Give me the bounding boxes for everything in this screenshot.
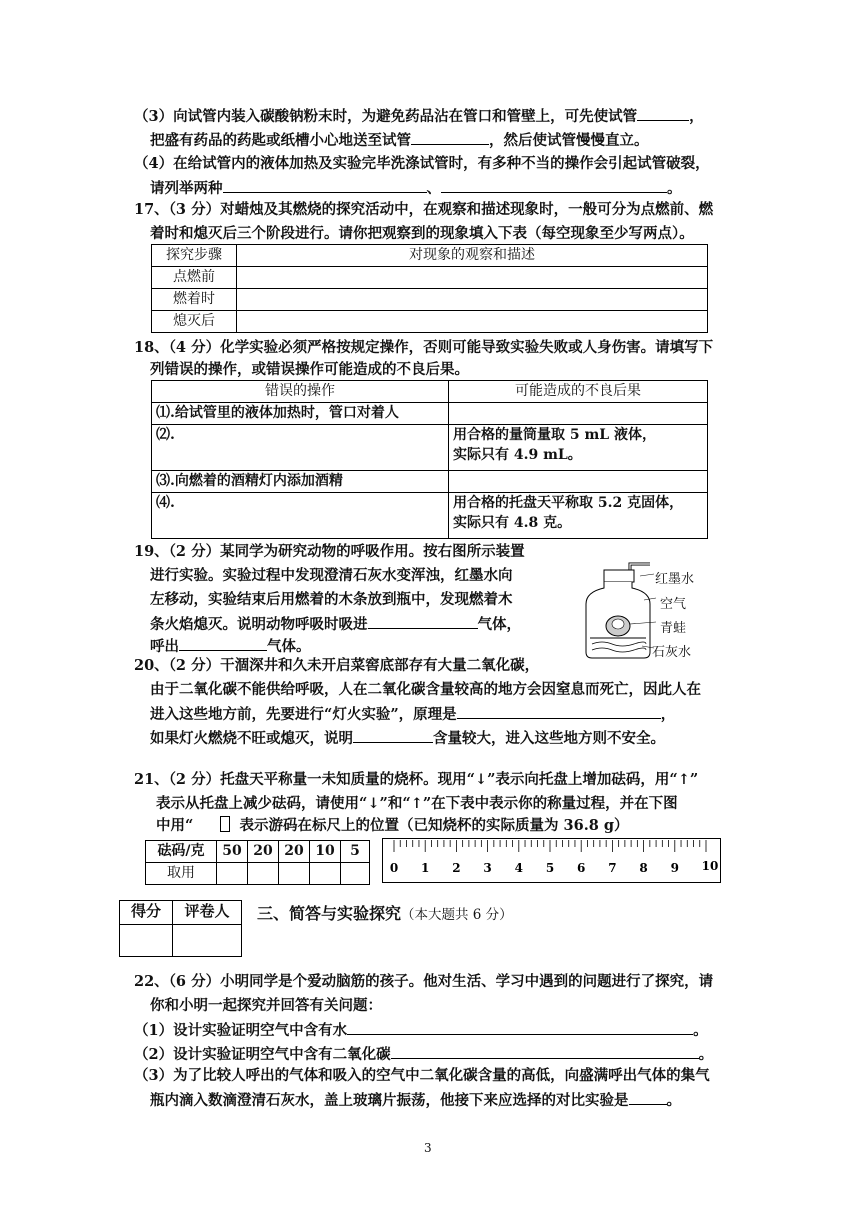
q21-line3: 中用“ 表示游码在标尺上的位置（已知烧杯的实际质量为 36.8 g）	[156, 817, 629, 834]
q19-line2: 进行实验。实验过程中发现澄清石灰水变浑浊，红墨水向	[150, 567, 513, 584]
q19-line4: 条火焰熄灭。说明动物呼吸时吸进 气体，	[150, 616, 521, 633]
q22-part2: （2）设计实验证明空气中含有二氧化碳 。	[134, 1046, 714, 1063]
weight-value: 10	[310, 841, 341, 863]
answer-cell[interactable]	[237, 289, 708, 311]
table-cell[interactable]: ⑷.	[152, 493, 449, 539]
q18-table	[151, 380, 708, 539]
q17-line2: 着时和熄灭后三个阶段进行。请你把观察到的现象填入下表（每空现象至少写两点）。	[150, 225, 694, 242]
q17-line1: 17、（3 分）对蜡烛及其燃烧的探究活动中，在观察和描述现象时，一般可分为点燃前、燃	[134, 201, 714, 218]
answer-cell[interactable]	[310, 863, 341, 885]
ruler-label: 7	[608, 861, 617, 875]
q17-table	[151, 244, 708, 333]
ruler-label: 2	[452, 861, 461, 875]
table-header: 对现象的观察和描述	[237, 245, 708, 267]
score-label: 得分	[120, 901, 173, 925]
page-number: 3	[424, 1141, 432, 1155]
label-frog: 青蛙	[660, 621, 687, 636]
answer-blank[interactable]	[179, 636, 267, 651]
answer-blank[interactable]	[223, 178, 427, 193]
q16-part3-cont: 把盛有药品的药匙或纸槽小心地送至试管 ，然后使试管慢慢直立。	[150, 132, 649, 149]
q22-part1: （1）设计实验证明空气中含有水 。	[134, 1022, 708, 1039]
answer-cell[interactable]	[449, 403, 708, 425]
q19-line3: 左移动，实验结束后用燃着的木条放到瓶中，发现燃着木	[150, 591, 513, 608]
q22-line1: 22、（6 分）小明同学是个爱动脑筋的孩子。他对生活、学习中遇到的问题进行了探究，请	[134, 973, 714, 990]
q19-line1: 19、（2 分）某同学为研究动物的呼吸作用。按右图所示装置	[134, 543, 525, 560]
ruler-label: 3	[483, 861, 492, 875]
answer-blank[interactable]	[391, 1044, 699, 1059]
answer-blank[interactable]	[637, 106, 689, 121]
answer-cell[interactable]	[217, 863, 248, 885]
q21-line1: 21、（2 分）托盘天平称量一未知质量的烧杯。现用“↓”表示向托盘上增加砝码，用“↑”	[134, 771, 699, 788]
q20-line3: 进入这些地方前，先要进行“灯火实验”，原理是 ，	[150, 706, 676, 723]
answer-blank[interactable]	[457, 704, 661, 719]
table-header: 可能造成的不良后果	[449, 381, 708, 403]
answer-blank[interactable]	[368, 614, 478, 629]
q16-part3: （3）向试管内装入碳酸钠粉末时，为避免药品沾在管口和管壁上，可先使试管 ，	[134, 108, 704, 125]
frog-jar-diagram	[578, 558, 658, 662]
table-cell: 用合格的量筒量取 5 mL 液体， 实际只有 4.9 mL。	[449, 425, 708, 471]
table-header: 探究步骤	[152, 245, 237, 267]
q18-line1: 18、（4 分）化学实验必须严格按规定操作，否则可能导致实验失败或人身伤害。请填写下	[134, 339, 714, 356]
ruler-label: 6	[577, 861, 586, 875]
table-header: 砝码/克	[146, 841, 217, 863]
answer-cell[interactable]	[449, 471, 708, 493]
q22-part3-cont: 瓶内滴入数滴澄清石灰水，盖上玻璃片振荡，他接下来应选择的对比实验是 。	[150, 1092, 681, 1109]
q16-part4-cont: 请列举两种 、 。	[150, 180, 682, 197]
grader-cell[interactable]	[173, 925, 242, 957]
answer-cell[interactable]	[237, 267, 708, 289]
q21-weights-table	[145, 840, 370, 885]
ruler-label: 1	[421, 861, 430, 875]
table-cell: 熄灭后	[152, 311, 237, 333]
q22-line2: 你和小明一起探究并回答有关问题：	[150, 997, 382, 1014]
table-cell: ⑶.向燃着的酒精灯内添加酒精	[152, 471, 449, 493]
answer-blank[interactable]	[353, 728, 433, 743]
label-red-ink: 红墨水	[655, 572, 695, 587]
table-cell: 燃着时	[152, 289, 237, 311]
ruler-label: 0	[389, 861, 399, 875]
table-cell[interactable]: ⑵.	[152, 425, 449, 471]
slider-marker-icon	[220, 816, 230, 832]
weight-value: 5	[341, 841, 370, 863]
q21-line2: 表示从托盘上减少砝码，请使用“↓”和“↑”在下表中表示你的称量过程，并在下图	[156, 795, 678, 812]
weight-value: 20	[248, 841, 279, 863]
answer-cell[interactable]	[248, 863, 279, 885]
table-cell: 点燃前	[152, 267, 237, 289]
ruler-label: 4	[514, 861, 523, 875]
score-cell[interactable]	[120, 925, 173, 957]
grader-label: 评卷人	[173, 901, 242, 925]
q18-line2: 列错误的操作，或错误操作可能造成的不良后果。	[150, 361, 469, 378]
ruler-label: 8	[639, 861, 648, 875]
ruler-label: 5	[545, 861, 555, 875]
answer-blank[interactable]	[441, 178, 667, 193]
q19-line5: 呼出 气体。	[150, 638, 311, 655]
answer-cell[interactable]	[279, 863, 310, 885]
answer-blank[interactable]	[411, 130, 489, 145]
ruler-label: 10	[701, 859, 719, 873]
label-air: 空气	[660, 597, 687, 612]
table-cell: ⑴.给试管里的液体加热时，管口对着人	[152, 403, 449, 425]
weight-value: 20	[279, 841, 310, 863]
answer-cell[interactable]	[237, 311, 708, 333]
table-cell: 取用	[146, 863, 217, 885]
q20-line2: 由于二氧化碳不能供给呼吸，人在二氧化碳含量较高的地方会因窒息而死亡，因此人在	[150, 681, 701, 698]
table-header: 错误的操作	[152, 381, 449, 403]
answer-blank[interactable]	[347, 1020, 693, 1035]
weight-value: 50	[217, 841, 248, 863]
label-limewater: 石灰水	[652, 645, 692, 660]
answer-blank[interactable]	[629, 1090, 667, 1105]
q20-line1: 20、（2 分）干涸深井和久未开启菜窖底部存有大量二氧化碳，	[134, 657, 540, 674]
ruler-label: 9	[670, 861, 679, 875]
section-title: 三、简答与实验探究（本大题共 6 分）	[257, 904, 513, 923]
table-cell: 用合格的托盘天平称取 5.2 克固体， 实际只有 4.8 克。	[449, 493, 708, 539]
q16-part4: （4）在给试管内的液体加热及实验完毕洗涤试管时，有多种不当的操作会引起试管破裂，	[134, 155, 710, 172]
answer-cell[interactable]	[341, 863, 370, 885]
q20-line4: 如果灯火燃烧不旺或熄灭，说明 含量较大，进入这些地方则不安全。	[150, 730, 665, 747]
score-box	[119, 900, 242, 957]
q22-part3: （3）为了比较人呼出的气体和吸入的空气中二氧化碳含量的高低，向盛满呼出气体的集气	[134, 1067, 710, 1084]
balance-ruler[interactable]	[382, 838, 722, 884]
